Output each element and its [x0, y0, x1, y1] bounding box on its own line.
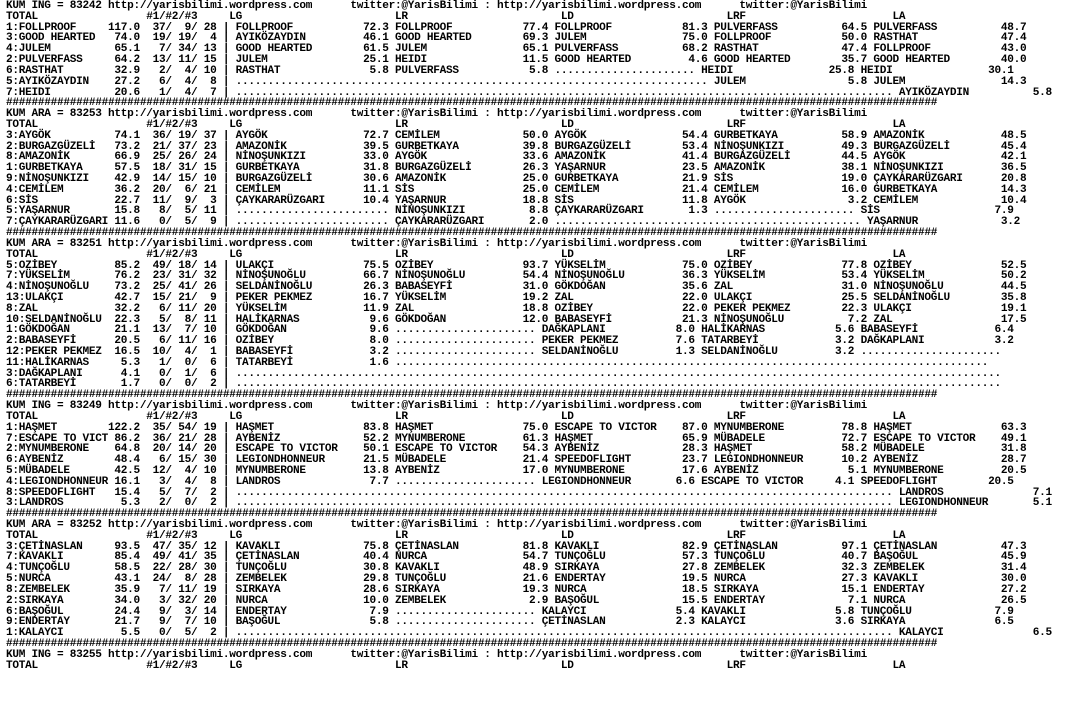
column-header: TOTAL #1/#2/#3 LG LR LD LRF LA	[6, 410, 906, 423]
horse-row: 8:ZEMBELEK 35.9 7/ 11/ 19 | SIRKAYA 28.6 SIRKAYA 19.3 NURCA 18.5 SIRKAYA 15.1 ENDERTAY 27.2	[6, 583, 1027, 596]
horse-row: 3:LANDROS 5.3 2/ 0/ 2 | ....................................................................................................... LEGIONDHONNEUR 5.1	[6, 497, 1052, 510]
race-header: KUM ING = 83242 http://yarisbilimi.wordpress.com twitter:@YarisBilimi : http://yarisbilimi.wordpress.com twitter:@YarisBilimi	[6, 0, 867, 12]
horse-row: 6:TATARBEYİ 1.7 0/ 0/ 2 | ........................................................................................................................	[6, 378, 1001, 391]
section-separator: ##################################################################################################################################################	[6, 508, 938, 521]
column-header: TOTAL #1/#2/#3 LG LR LD LRF LA	[6, 118, 906, 131]
horse-row: 12:PEKER PEKMEZ 16.5 10/ 4/ 1 | BABASEYFİ 3.2 ...................... SELDANİNOĞLU 1.3 SELDANİNOĞLU 3.2 ......................	[6, 346, 1001, 358]
horse-row: 7:ESCAPE TO VICT 86.2 36/ 21/ 28 | AYBENİZ 52.2 MYNUMBERONE 61.3 HAŞMET 65.9 MÜBADELE 72.7 ESCAPE TO VICTOR 49.1	[6, 432, 1027, 445]
horse-row: 2:PULVERFASS 64.2 13/ 11/ 15 | JULEM 25.1 HEIDI 11.5 GOOD HEARTED 4.6 GOOD HEARTED 35.7 GOOD HEARTED 40.0	[6, 54, 1027, 67]
horse-row: 8:AMAZONİK 66.9 25/ 26/ 24 | NİNOŞUNKIZI 33.0 AYGÖK 33.6 AMAZONİK 41.4 BURGAZGÜZELİ 44.5 AYGÖK 42.1	[6, 151, 1027, 164]
horse-row: 5:NURCA 43.1 24/ 8/ 28 | ZEMBELEK 29.8 TUNÇOĞLU 21.6 ENDERTAY 19.5 NURCA 27.3 KAVAKLI 30.0	[6, 573, 1027, 586]
horse-row: 3:AYGÖK 74.1 36/ 19/ 37 | AYGÖK 72.7 CEMİLEM 50.0 AYGÖK 54.4 GURBETKAYA 58.9 AMAZONİK 48.5	[6, 129, 1027, 142]
race-header: KUM ING = 83255 http://yarisbilimi.wordpress.com twitter:@YarisBilimi : http://yarisbilimi.wordpress.com twitter:@YarisBilimi	[6, 648, 867, 661]
horse-row: 3:ÇETİNASLAN 93.5 47/ 35/ 12 | KAVAKLI 75.8 ÇETİNASLAN 81.8 KAVAKLI 82.9 ÇETİNASLAN 97.1 ÇETİNASLAN 47.3	[6, 540, 1027, 553]
race-header: KUM ARA = 83251 http://yarisbilimi.wordpress.com twitter:@YarisBilimi : http://yarisbilimi.wordpress.com twitter:@YarisBilimi	[6, 237, 867, 250]
section-separator: ##################################################################################################################################################	[6, 389, 938, 402]
horse-row: 1:GÖKDOĞAN 21.1 13/ 7/ 10 | GÖKDOĞAN 9.6 ...................... DAĞKAPLANI 8.0 HALİKARNAS 5.6 BABASEYFİ 6.4	[6, 324, 1014, 337]
horse-row: 3:GOOD HEARTED 74.0 19/ 19/ 4 | AYIKÖZAYDIN 46.1 GOOD HEARTED 69.3 JULEM 75.0 FOLLPROOF 50.0 RASTHAT 47.4	[6, 32, 1027, 45]
horse-row: 1:GURBETKAYA 57.5 18/ 31/ 15 | GURBETKAYA 31.8 BURGAZGÜZELİ 26.3 YAŞARNUR 23.5 AMAZONİK 38.1 NİNOŞUNKIZI 36.5	[6, 162, 1027, 175]
horse-row: 10:SELDANİNOĞLU 22.3 5/ 8/ 11 | HALİKARNAS 9.6 GÖKDOĞAN 12.0 BABASEYFİ 21.3 NİNOŞUNOĞLU 7.2 ZAL 17.5	[6, 313, 1027, 326]
section-separator: ##################################################################################################################################################	[6, 97, 938, 110]
race-header: KUM ING = 83249 http://yarisbilimi.wordpress.com twitter:@YarisBilimi : http://yarisbilimi.wordpress.com twitter:@YarisBilimi	[6, 400, 867, 413]
race-header: KUM ARA = 83252 http://yarisbilimi.wordpress.com twitter:@YarisBilimi : http://yarisbilimi.wordpress.com twitter:@YarisBilimi	[6, 519, 867, 531]
horse-row: 2:BURGAZGÜZELİ 73.2 21/ 37/ 23 | AMAZONİK 39.5 GURBETKAYA 39.8 BURGAZGÜZELİ 53.4 NİNOŞUNKIZI 49.3 BURGAZGÜZELİ 45.4	[6, 140, 1027, 153]
horse-row: 4:NİNOŞUNOĞLU 73.2 25/ 41/ 26 | SELDANİNOĞLU 26.3 BABASEYFİ 31.0 GÖKDOĞAN 35.6 ZAL 31.0 NİNOŞUNOĞLU 44.5	[6, 281, 1027, 294]
horse-row: 7:ÇAYKARARÜZGARI 11.6 0/ 5/ 9 | ........................ ÇAYKARARÜZGARI 2.0 ................................................ YAŞARNUR 3.2	[6, 216, 1020, 229]
horse-row: 6:RASTHAT 32.9 2/ 4/ 10 | RASTHAT 5.8 PULVERFASS 5.8 ...................... HEIDI 25.8 HEIDI 30.1	[6, 64, 1014, 77]
horse-row: 5:MÜBADELE 42.5 12/ 4/ 10 | MYNUMBERONE 13.8 AYBENİZ 17.0 MYNUMBERONE 17.6 AYBENİZ 5.1 MYNUMBERONE 20.5	[6, 464, 1027, 477]
horse-row: 6:AYBENİZ 48.4 6/ 15/ 30 | LEGIONDHONNEUR 21.5 MÜBADELE 21.4 SPEEDOFLIGHT 23.7 LEGIONDHONNEUR 10.2 AYBENİZ 28.7	[6, 454, 1027, 467]
horse-row: 8:ZAL 32.2 6/ 11/ 20 | YÜKSELİM 11.9 ZAL 18.8 OZİBEY 22.0 PEKER PEKMEZ 22.3 ULAKÇI 19.1	[6, 302, 1027, 315]
horse-row: 7:YÜKSELİM 76.2 23/ 31/ 32 | NİNOŞUNOĞLU 66.7 NİNOŞUNOĞLU 54.4 NİNOŞUNOĞLU 36.3 YÜKSELİM 53.4 YÜKSELİM 50.2	[6, 270, 1027, 283]
horse-row: 3:DAĞKAPLANI 4.1 0/ 1/ 6 | ........................................................................................................................	[6, 367, 1001, 380]
horse-row: 7:KAVAKLI 85.4 49/ 41/ 35 | ÇETİNASLAN 40.4 NURCA 54.7 TUNÇOĞLU 57.3 TUNÇOĞLU 40.7 BAŞOĞUL 45.9	[6, 551, 1027, 564]
horse-row: 6:BAŞOĞUL 24.4 9/ 3/ 14 | ENDERTAY 7.9 ...................... KALAYCI 5.4 KAVAKLI 5.8 TUNÇOĞLU 7.9	[6, 605, 1014, 618]
horse-row: 2:MYNUMBERONE 64.8 20/ 14/ 20 | ESCAPE TO VICTOR 50.1 ESCAPE TO VICTOR 54.3 AYBENİZ 28.3 HAŞMET 58.2 MÜBADELE 31.8	[6, 443, 1027, 456]
horse-row: 5:YAŞARNUR 15.8 8/ 5/ 11 | ........................ NİNOŞUNKIZI 8.8 ÇAYKARARÜZGARI 1.3 ...................... SİS 7.9	[6, 205, 1014, 218]
horse-row: 7:HEIDI 20.6 1/ 4/ 7 | ....................................................................................................... AYIKÖZAYDIN 5.8	[6, 86, 1052, 99]
horse-row: 4:TUNÇOĞLU 58.5 22/ 28/ 30 | TUNÇOĞLU 30.8 KAVAKLI 48.9 SIRKAYA 27.8 ZEMBELEK 32.3 ZEMBELEK 31.4	[6, 562, 1027, 575]
horse-row: 4:JULEM 65.1 7/ 34/ 13 | GOOD HEARTED 61.5 JULEM 65.1 PULVERFASS 68.2 RASTHAT 47.4 FOLLPROOF 43.0	[6, 43, 1027, 56]
horse-row: 2:BABASEYFİ 20.5 6/ 11/ 16 | OZİBEY 8.0 ...................... PEKER PEKMEZ 7.6 TATARBEYİ 3.2 DAĞKAPLANI 3.2	[6, 335, 1014, 348]
race-header: KUM ARA = 83253 http://yarisbilimi.wordpress.com twitter:@YarisBilimi : http://yarisbilimi.wordpress.com twitter:@YarisBilimi	[6, 108, 867, 121]
horse-row: 2:SIRKAYA 34.0 3/ 32/ 20 | NURCA 10.0 ZEMBELEK 2.9 BAŞOĞUL 15.5 ENDERTAY 7.1 NURCA 26.5	[6, 594, 1027, 607]
horse-row: 4:CEMİLEM 36.2 20/ 6/ 21 | CEMİLEM 11.1 SİS 25.0 CEMİLEM 21.4 CEMİLEM 16.0 GURBETKAYA 14.3	[6, 183, 1027, 196]
horse-row: 8:SPEEDOFLIGHT 15.4 5/ 7/ 2 | ....................................................................................................... LANDROS 7.1	[6, 486, 1052, 499]
horse-row: 1:FOLLPROOF 117.0 37/ 9/ 28 | FOLLPROOF 72.3 FOLLPROOF 77.4 FOLLPROOF 81.3 PULVERFASS 64.5 PULVERFASS 48.7	[6, 21, 1027, 34]
horse-row: 11:HALİKARNAS 5.3 1/ 0/ 6 | TATARBEYİ 1.6 .............................................................................................	[6, 356, 989, 369]
horse-row: 5:OZİBEY 85.2 49/ 18/ 14 | ULAKÇI 75.5 OZİBEY 93.7 YÜKSELİM 75.0 OZİBEY 77.8 OZİBEY 52.5	[6, 259, 1027, 272]
column-header: TOTAL #1/#2/#3 LG LR LD LRF LA	[6, 10, 906, 23]
horse-row: 9:NİNOŞUNKIZI 42.9 14/ 15/ 10 | BURGAZGÜZELİ 30.6 AMAZONİK 25.0 GURBETKAYA 21.9 SİS 19.0 ÇAYKARARÜZGARI 20.8	[6, 173, 1027, 185]
column-header: TOTAL #1/#2/#3 LG LR LD LRF LA	[6, 529, 906, 542]
section-separator: ##################################################################################################################################################	[6, 637, 938, 650]
column-header: TOTAL #1/#2/#3 LG LR LD LRF LA	[6, 659, 906, 672]
race-stats-text-document	[6, 1, 1077, 671]
horse-row: 1:KALAYCI 5.5 0/ 5/ 2 | ....................................................................................................... KALAYCI 6.5	[6, 627, 1052, 640]
horse-row: 4:LEGIONDHONNEUR 16.1 3/ 4/ 8 | LANDROS 7.7 ...................... LEGIONDHONNEUR 6.6 ESCAPE TO VICTOR 4.1 SPEEDOFLIGHT 20.5	[6, 475, 1014, 488]
column-header: TOTAL #1/#2/#3 LG LR LD LRF LA	[6, 248, 906, 261]
horse-row: 6:SİS 22.7 11/ 9/ 3 | ÇAYKARARÜZGARI 10.4 YAŞARNUR 18.8 SİS 11.8 AYGÖK 3.2 CEMİLEM 10.4	[6, 194, 1027, 207]
horse-row: 1:HAŞMET 122.2 35/ 54/ 19 | HAŞMET 83.8 HAŞMET 75.0 ESCAPE TO VICTOR 87.0 MYNUMBERONE 78.8 HAŞMET 63.3	[6, 421, 1027, 434]
horse-row: 9:ENDERTAY 21.7 9/ 7/ 10 | BAŞOĞUL 5.8 ...................... ÇETİNASLAN 2.3 KALAYCI 3.6 SIRKAYA 6.5	[6, 616, 1014, 629]
horse-row: 13:ULAKÇI 42.7 15/ 21/ 9 | PEKER PEKMEZ 16.7 YÜKSELİM 19.2 ZAL 22.0 ULAKÇI 25.5 SELDANİNOĞLU 35.8	[6, 291, 1027, 304]
section-separator: ##################################################################################################################################################	[6, 227, 938, 240]
horse-row: 5:AYIKÖZAYDIN 27.2 6/ 4/ 8 | .......................................................................... JULEM 5.8 JULEM 14.3	[6, 75, 1027, 88]
